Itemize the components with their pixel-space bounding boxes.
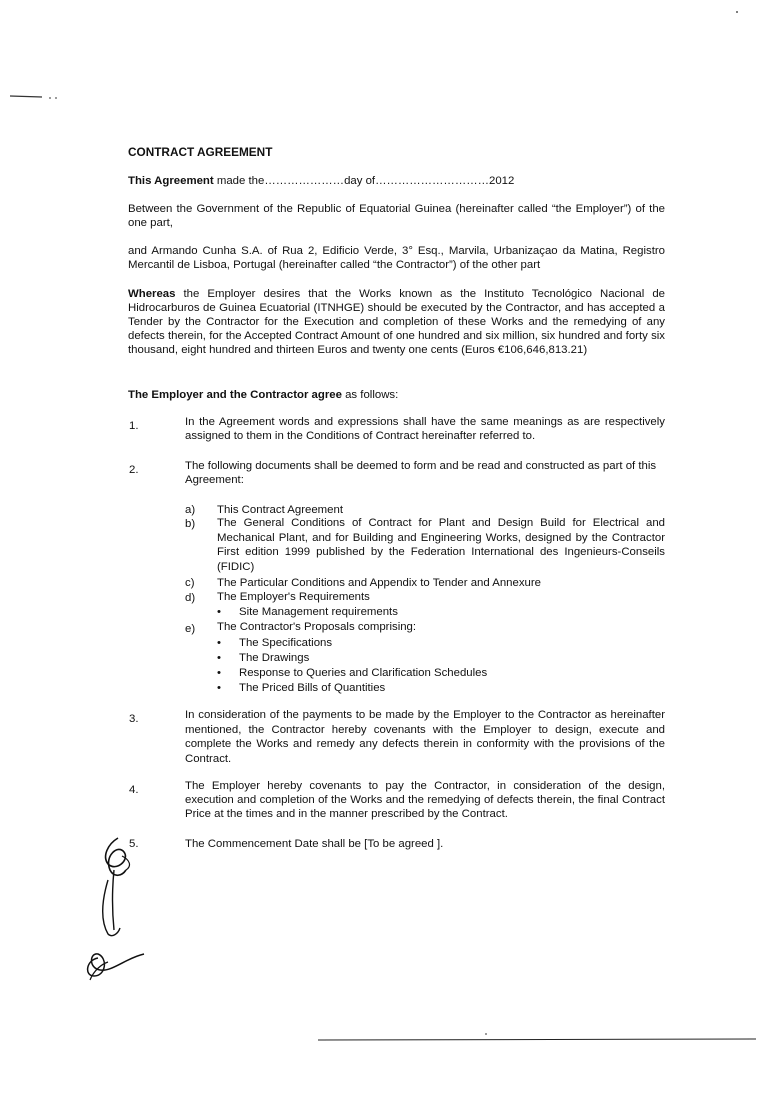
list-item: The Particular Conditions and Appendix to Tender and Annexure [217, 577, 542, 589]
list-letter: b) [185, 518, 196, 530]
agreement-date-line [128, 174, 668, 188]
bullet-icon: • [217, 606, 221, 618]
signature-initials [78, 830, 158, 990]
list-letter: a) [185, 504, 196, 516]
list-letter: e) [185, 623, 196, 635]
whereas-text: the Employer desires that the Works known as the Instituto Tecnológico Nacional de Hidrocarburos de Guinea Ecuatorial (ITNHGE) should be executed by the Contractor, and has accepted a Tender by the Contractor for the Execution and completion of these Works and the remedying of any defects therein, for the Accepted Contract Amount of one hundred and six million, six hundred and forty six thousand, eight hundred and thirteen Euros and twenty one cents (Euros €106,646,813.21) [128, 288, 665, 356]
bullet-icon: • [217, 682, 221, 694]
clause-number: 2. [129, 464, 139, 476]
agreement-label: This Agreement [128, 175, 214, 187]
clause-number: 5. [129, 838, 139, 850]
bullet-icon: • [217, 637, 221, 649]
bullet-icon: • [217, 652, 221, 664]
agree-line [128, 388, 665, 402]
clause-number: 3. [129, 713, 139, 725]
whereas-label: Whereas [128, 288, 176, 300]
bullet-item: Response to Queries and Clarification Schedules [239, 667, 488, 679]
list-letter: c) [185, 577, 195, 589]
clause-number: 4. [129, 784, 139, 796]
clause-number: 1. [129, 420, 139, 432]
contractor-paragraph: and Armando Cunha S.A. of Rua 2, Edificio Verde, 3° Esq., Marvila, Urbanizaçao da Matina, Registro Mercantil de Lisboa, Portugal (hereinafter called “the Contractor”) of the other part [128, 245, 665, 271]
agreement-date-text: made the…………………day of…………………………2012 [213, 175, 515, 187]
between-paragraph: Between the Government of the Republic of Equatorial Guinea (hereinafter called “the Employer”) of the one part, [128, 203, 665, 229]
list-letter: d) [185, 592, 196, 604]
bullet-item: The Priced Bills of Quantities [239, 682, 386, 694]
clause-text: The Employer hereby covenants to pay the Contractor, in consideration of the design, execution and completion of the Works and the remedying of defects therein, the final Contract Price at the times and in the manner prescribed by the Contract. [185, 780, 665, 820]
clause-text: In the Agreement words and expressions shall have the same meanings as are respectively assigned to them in the Conditions of Contract hereinafter referred to. [185, 416, 665, 442]
agree-text: as follows: [341, 389, 399, 401]
list-item: The Employer's Requirements [217, 591, 370, 603]
clause-text: The Commencement Date shall be [To be agreed ]. [185, 838, 444, 850]
clause-text: The following documents shall be deemed to form and be read and constructed as part of this Agreement: [185, 460, 657, 486]
clause-text: In consideration of the payments to be made by the Employer to the Contractor as hereinafter mentioned, the Contractor hereby covenants with the Employer to design, execute and complete the Works and remedy any defects therein in conformity with the provisions of the Contract. [185, 709, 665, 765]
agree-label: The Employer and the Contractor agree [128, 389, 342, 401]
bottom-rule [318, 1032, 758, 1044]
list-item: This Contract Agreement [217, 504, 343, 516]
list-item: The General Conditions of Contract for Plant and Design Build for Electrical and Mechanical Plant, and for Building and Engineering Works, designed by the Contractor First edition 1999 published by the Federation International des Ingenieurs-Conseils (FIDIC) [217, 517, 665, 574]
bullet-item: Site Management requirements [239, 606, 398, 618]
bullet-icon: • [217, 667, 221, 679]
bullet-item: The Drawings [239, 652, 310, 664]
document-title: CONTRACT AGREEMENT [128, 145, 273, 159]
whereas-paragraph [128, 287, 665, 357]
bullet-item: The Specifications [239, 637, 333, 649]
scan-mark [8, 88, 68, 104]
list-item: The Contractor's Proposals comprising: [217, 621, 417, 633]
scan-dot [734, 8, 740, 16]
